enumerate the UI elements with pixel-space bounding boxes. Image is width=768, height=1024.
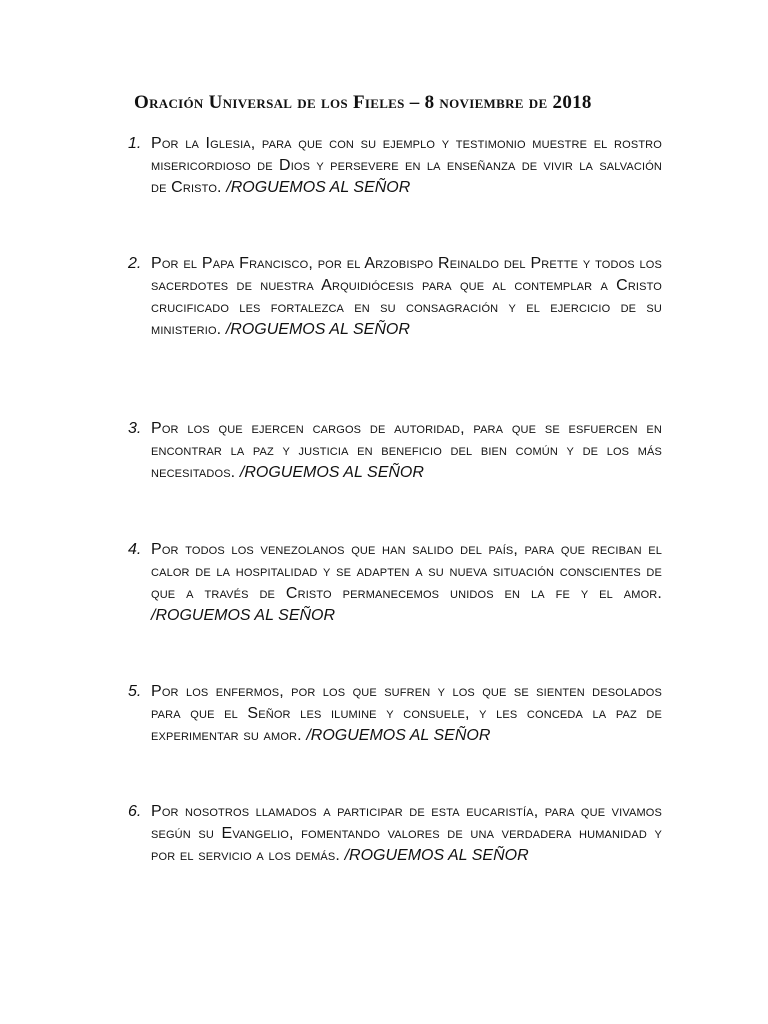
prayer-item xyxy=(128,418,662,484)
prayer-text: Por todos los venezolanos que han salido del país, para que reciban el calor de la hospitalidad y se adapten a su nueva situación conscientes de que a través de Cristo permanecemos unidos en la fe y el amor. xyxy=(151,541,662,602)
prayer-number: 1. xyxy=(128,135,142,152)
prayer-item xyxy=(128,681,662,747)
prayer-number: 3. xyxy=(128,420,142,437)
prayer-item xyxy=(128,801,662,867)
prayer-text-block xyxy=(151,133,662,199)
page-title: Oración Universal de los Fieles – 8 noviembre de 2018 xyxy=(134,92,592,113)
prayer-text-block xyxy=(151,801,662,867)
prayer-text: Por los que ejercen cargos de autoridad, para que se esfuercen en encontrar la paz y justicia en beneficio del bien común y de los más necesitados. xyxy=(151,420,662,481)
prayer-text-block xyxy=(151,418,662,484)
prayer-item xyxy=(128,253,662,341)
prayer-text-block xyxy=(151,253,662,341)
prayer-number: 6. xyxy=(128,803,142,820)
prayer-number: 4. xyxy=(128,541,142,558)
prayer-response: /ROGUEMOS AL SEÑOR xyxy=(239,464,424,481)
prayer-response: /ROGUEMOS AL SEÑOR xyxy=(225,321,410,338)
prayer-text-block xyxy=(151,539,662,627)
prayer-response: /ROGUEMOS AL SEÑOR xyxy=(151,607,336,624)
prayer-item xyxy=(128,133,662,199)
prayer-number: 2. xyxy=(128,255,142,272)
prayer-response: /ROGUEMOS AL SEÑOR xyxy=(306,727,491,744)
prayer-text-block xyxy=(151,681,662,747)
prayer-text: Por la Iglesia, para que con su ejemplo y testimonio muestre el rostro misericordioso de Dios y persevere en la enseñanza de vivir la salvación de Cristo. xyxy=(151,135,662,196)
prayer-item xyxy=(128,539,662,627)
prayer-text: Por los enfermos, por los que sufren y los que se sienten desolados para que el Señor les ilumine y consuele, y les conceda la paz de experimentar su amor. xyxy=(151,683,662,744)
prayer-text: Por nosotros llamados a participar de esta eucaristía, para que vivamos según su Evangelio, fomentando valores de una verdadera humanidad y por el servicio a los demás. xyxy=(151,803,662,864)
prayer-number: 5. xyxy=(128,683,142,700)
prayer-response: /ROGUEMOS AL SEÑOR xyxy=(226,179,411,196)
prayer-text: Por el Papa Francisco, por el Arzobispo Reinaldo del Prette y todos los sacerdotes de nuestra Arquidiócesis para que al contemplar a Cristo crucificado les fortalezca en su consagración y el ejercicio de su ministerio. xyxy=(151,255,662,338)
prayer-response: /ROGUEMOS AL SEÑOR xyxy=(344,847,529,864)
